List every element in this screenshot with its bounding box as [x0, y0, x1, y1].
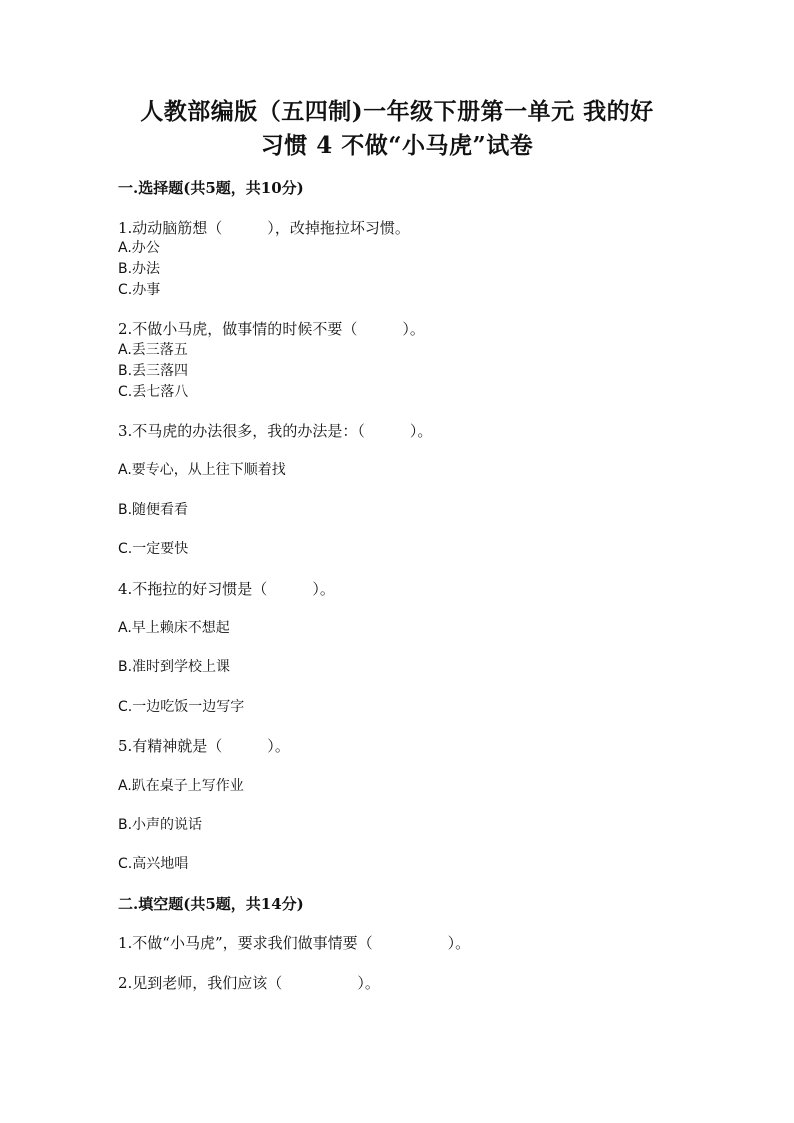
question-3-stem: 3.不马虎的办法很多，我的办法是：（ ）。 — [118, 422, 433, 440]
fill-question-2: 2.见到老师，我们应该（ ）。 — [118, 974, 380, 992]
question-2-option-c: C.丢七落八 — [118, 384, 189, 400]
question-1-option-a: A.办公 — [118, 240, 160, 256]
section-header-choice: 一.选择题(共5题，共10分) — [118, 179, 304, 197]
question-2-option-a: A.丢三落五 — [118, 342, 188, 358]
section-header-fill: 二.填空题(共5题，共14分) — [118, 895, 304, 913]
question-4-option-c: C.一边吃饭一边写字 — [118, 699, 245, 715]
question-5-option-a: A.趴在桌子上写作业 — [118, 778, 244, 794]
question-5-stem: 5.有精神就是（ ）。 — [118, 737, 290, 755]
fill-question-1: 1.不做“小马虎”，要求我们做事情要（ ）。 — [118, 934, 471, 952]
exam-title-line-1: 人教部编版（五四制)一年级下册第一单元 我的好 — [140, 98, 654, 125]
question-2-stem: 2.不做小马虎，做事情的时候不要（ ）。 — [118, 320, 425, 338]
question-3-option-a: A.要专心，从上往下顺着找 — [118, 462, 286, 478]
question-4-stem: 4.不拖拉的好习惯是（ ）。 — [118, 580, 335, 598]
question-5-option-b: B.小声的说话 — [118, 817, 203, 833]
question-5-option-c: C.高兴地唱 — [118, 856, 189, 872]
question-4-option-b: B.准时到学校上课 — [118, 659, 231, 675]
question-2-option-b: B.丢三落四 — [118, 363, 189, 379]
exam-title-line-2: 习惯 4 不做“小马虎”试卷 — [260, 132, 534, 159]
question-3-option-c: C.一定要快 — [118, 541, 189, 557]
question-1-stem: 1.动动脑筋想（ ），改掉拖拉坏习惯。 — [118, 219, 410, 237]
question-3-option-b: B.随便看看 — [118, 502, 189, 518]
question-1-option-c: C.办事 — [118, 282, 161, 298]
question-4-option-a: A.早上赖床不想起 — [118, 620, 230, 636]
question-1-option-b: B.办法 — [118, 261, 161, 277]
